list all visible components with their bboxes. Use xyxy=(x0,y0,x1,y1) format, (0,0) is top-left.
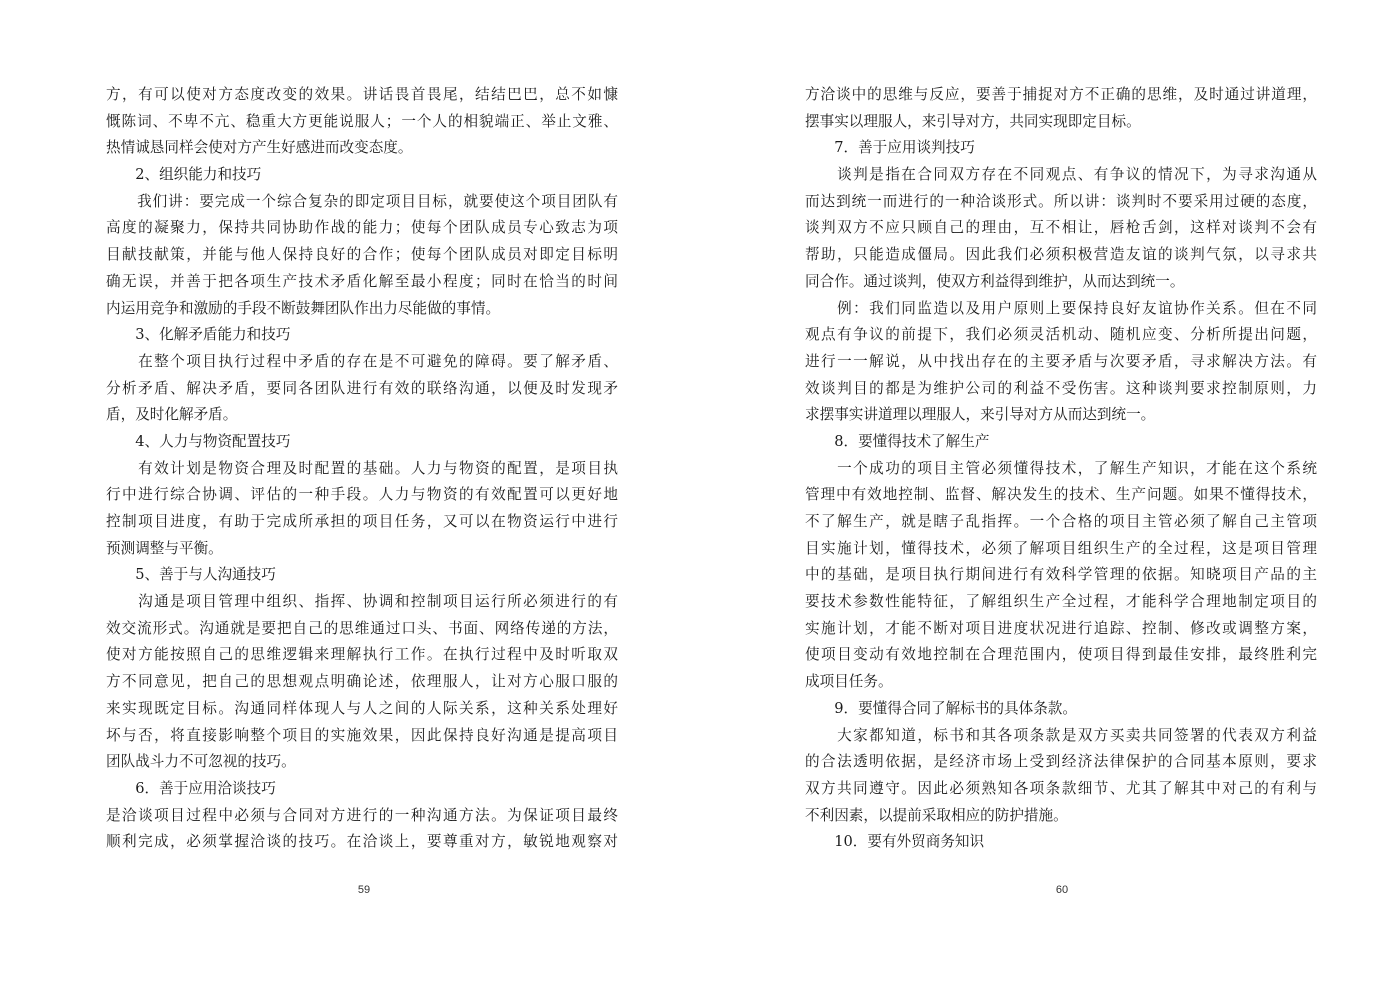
text-line: 实施计划，才能不断对项目进度状况进行追踪、控制、修改或调整方案， xyxy=(805,619,1317,637)
text-line: 分析矛盾、解决矛盾，要同各团队进行有效的联络沟通，以便及时发现矛 xyxy=(106,379,618,397)
text-line: 成项目任务。 xyxy=(805,673,893,691)
text-line: 不利因素，以提前采取相应的防护措施。 xyxy=(805,806,1068,824)
text-line: 效谈判目的都是为维护公司的利益不受伤害。这种谈判要求控制原则，力 xyxy=(805,379,1317,397)
text-line: 盾，及时化解矛盾。 xyxy=(106,406,238,424)
text-line: 顺利完成，必须掌握洽谈的技巧。在洽谈上，要尊重对方，敏锐地观察对 xyxy=(106,833,618,851)
text-line: 6．善于应用洽谈技巧 xyxy=(106,779,276,797)
text-line: 大家都知道，标书和其各项条款是双方买卖共同签署的代表双方利益 xyxy=(805,726,1317,744)
text-line: 2、组织能力和技巧 xyxy=(106,166,262,184)
text-line: 来实现既定目标。沟通同样体现人与人之间的人际关系，这种关系处理好 xyxy=(106,699,618,717)
text-line: 一个成功的项目主管必须懂得技术，了解生产知识，才能在这个系统 xyxy=(805,459,1317,477)
text-line: 控制项目进度，有助于完成所承担的项目任务，又可以在物资运行中进行 xyxy=(106,513,618,530)
text-line: 9．要懂得合同了解标书的具体条款。 xyxy=(805,699,1077,717)
text-line: 而达到统一而进行的一种洽谈形式。所以讲：谈判时不要采用过硬的态度， xyxy=(805,192,1317,210)
text-line: 双方共同遵守。因此必须熟知各项条款细节、尤其了解其中对己的有利与 xyxy=(805,779,1317,797)
text-line: 的合法透明依据，是经济市场上受到经济法律保护的合同基本原则，要求 xyxy=(805,753,1317,771)
text-line: 帮助，只能造成僵局。因此我们必须积极营造友谊的谈判气氛，以寻求共 xyxy=(805,246,1317,264)
text-line: 是洽谈项目过程中必须与合同对方进行的一种沟通方法。为保证项目最终 xyxy=(106,806,618,824)
text-line: 摆事实以理服人，来引导对方，共同实现即定目标。 xyxy=(805,112,1141,130)
text-line: 10．要有外贸商务知识 xyxy=(805,833,985,851)
page-number-right: 60 xyxy=(1055,884,1069,896)
text-line: 求摆事实讲道理以理服人，来引导对方从而达到统一。 xyxy=(805,406,1156,424)
text-line: 4、人力与物资配置技巧 xyxy=(106,432,291,450)
text-line: 内运用竞争和激励的手段不断鼓舞团队作出力尽能做的事情。 xyxy=(106,299,501,317)
text-line: 有效计划是物资合理及时配置的基础。人力与物资的配置，是项目执 xyxy=(106,459,618,477)
text-line: 目实施计划，懂得技术，必须了解项目组织生产的全过程，这是项目管理 xyxy=(805,539,1317,557)
text-line: 同合作。通过谈判，使双方利益得到维护，从而达到统一。 xyxy=(805,272,1185,290)
text-line: 5、善于与人沟通技巧 xyxy=(106,566,276,584)
text-line: 高度的凝聚力，保持共同协助作战的能力；使每个团队成员专心致志为项 xyxy=(106,219,618,237)
text-line: 谈判是指在合同双方存在不同观点、有争议的情况下，为寻求沟通从 xyxy=(805,166,1317,184)
text-line: 沟通是项目管理中组织、指挥、协调和控制项目运行所必须进行的有 xyxy=(106,593,618,611)
text-line: 要技术参数性能特征，了解组织生产全过程，才能科学合理地制定项目的 xyxy=(805,593,1317,611)
text-line: 确无误，并善于把各项生产技术矛盾化解至最小程度；同时在恰当的时间 xyxy=(106,272,618,290)
text-line: 7．善于应用谈判技巧 xyxy=(805,139,975,157)
text-line: 目献技献策，并能与他人保持良好的合作；使每个团队成员对即定目标明 xyxy=(106,246,618,264)
text-line: 中的基础，是项目执行期间进行有效科学管理的依据。知晓项目产品的主 xyxy=(805,566,1317,584)
text-line: 预测调整与平衡。 xyxy=(106,539,223,557)
text-line: 8．要懂得技术了解生产 xyxy=(805,432,990,450)
page-number-left: 59 xyxy=(357,884,371,896)
text-line: 使对方能按照自己的思维逻辑来理解执行工作。在执行过程中及时听取双 xyxy=(106,646,618,664)
text-line: 3、化解矛盾能力和技巧 xyxy=(106,326,291,344)
text-line: 在整个项目执行过程中矛盾的存在是不可避免的障碍。要了解矛盾、 xyxy=(106,352,618,370)
text-line: 进行一一解说，从中找出存在的主要矛盾与次要矛盾，寻求解决方法。有 xyxy=(805,352,1317,370)
left-page xyxy=(106,82,618,856)
text-line: 方，有可以使对方态度改变的效果。讲话畏首畏尾，结结巴巴，总不如慷 xyxy=(106,86,618,103)
text-line: 效交流形式。沟通就是要把自己的思维通过口头、书面、网络传递的方法， xyxy=(106,619,618,637)
text-line: 行中进行综合协调、评估的一种手段。人力与物资的有效配置可以更好地 xyxy=(106,486,618,504)
text-line: 坏与否，将直接影响整个项目的实施效果，因此保持良好沟通是提高项目 xyxy=(106,726,618,744)
text-line: 热情诚恳同样会使对方产生好感进而改变态度。 xyxy=(106,139,413,157)
text-line: 我们讲：要完成一个综合复杂的即定项目目标，就要使这个项目团队有 xyxy=(106,192,618,210)
text-line: 方不同意见，把自己的思想观点明确论述，依理服人，让对方心服口服的 xyxy=(106,673,618,691)
text-line: 团队战斗力不可忽视的技巧。 xyxy=(106,753,296,771)
text-line: 使项目变动有效地控制在合理范围内，使项目得到最佳安排，最终胜利完 xyxy=(805,646,1317,664)
text-line: 观点有争议的前提下，我们必须灵活机动、随机应变、分析所提出问题， xyxy=(805,326,1317,344)
text-line: 谈判双方不应只顾自己的理由，互不相让，唇枪舌剑，这样对谈判不会有 xyxy=(805,219,1317,237)
text-line: 方洽谈中的思维与反应，要善于捕捉对方不正确的思维，及时通过讲道理， xyxy=(805,86,1317,103)
text-line: 慨陈词、不卑不亢、稳重大方更能说服人；一个人的相貌端正、举止文雅、 xyxy=(106,112,618,130)
text-line: 管理中有效地控制、监督、解决发生的技术、生产问题。如果不懂得技术， xyxy=(805,486,1317,504)
text-line: 不了解生产，就是瞎子乱指挥。一个合格的项目主管必须了解自己主管项 xyxy=(805,513,1317,530)
text-line: 例：我们同监造以及用户原则上要保持良好友谊协作关系。但在不同 xyxy=(805,299,1317,317)
right-page xyxy=(805,82,1317,856)
